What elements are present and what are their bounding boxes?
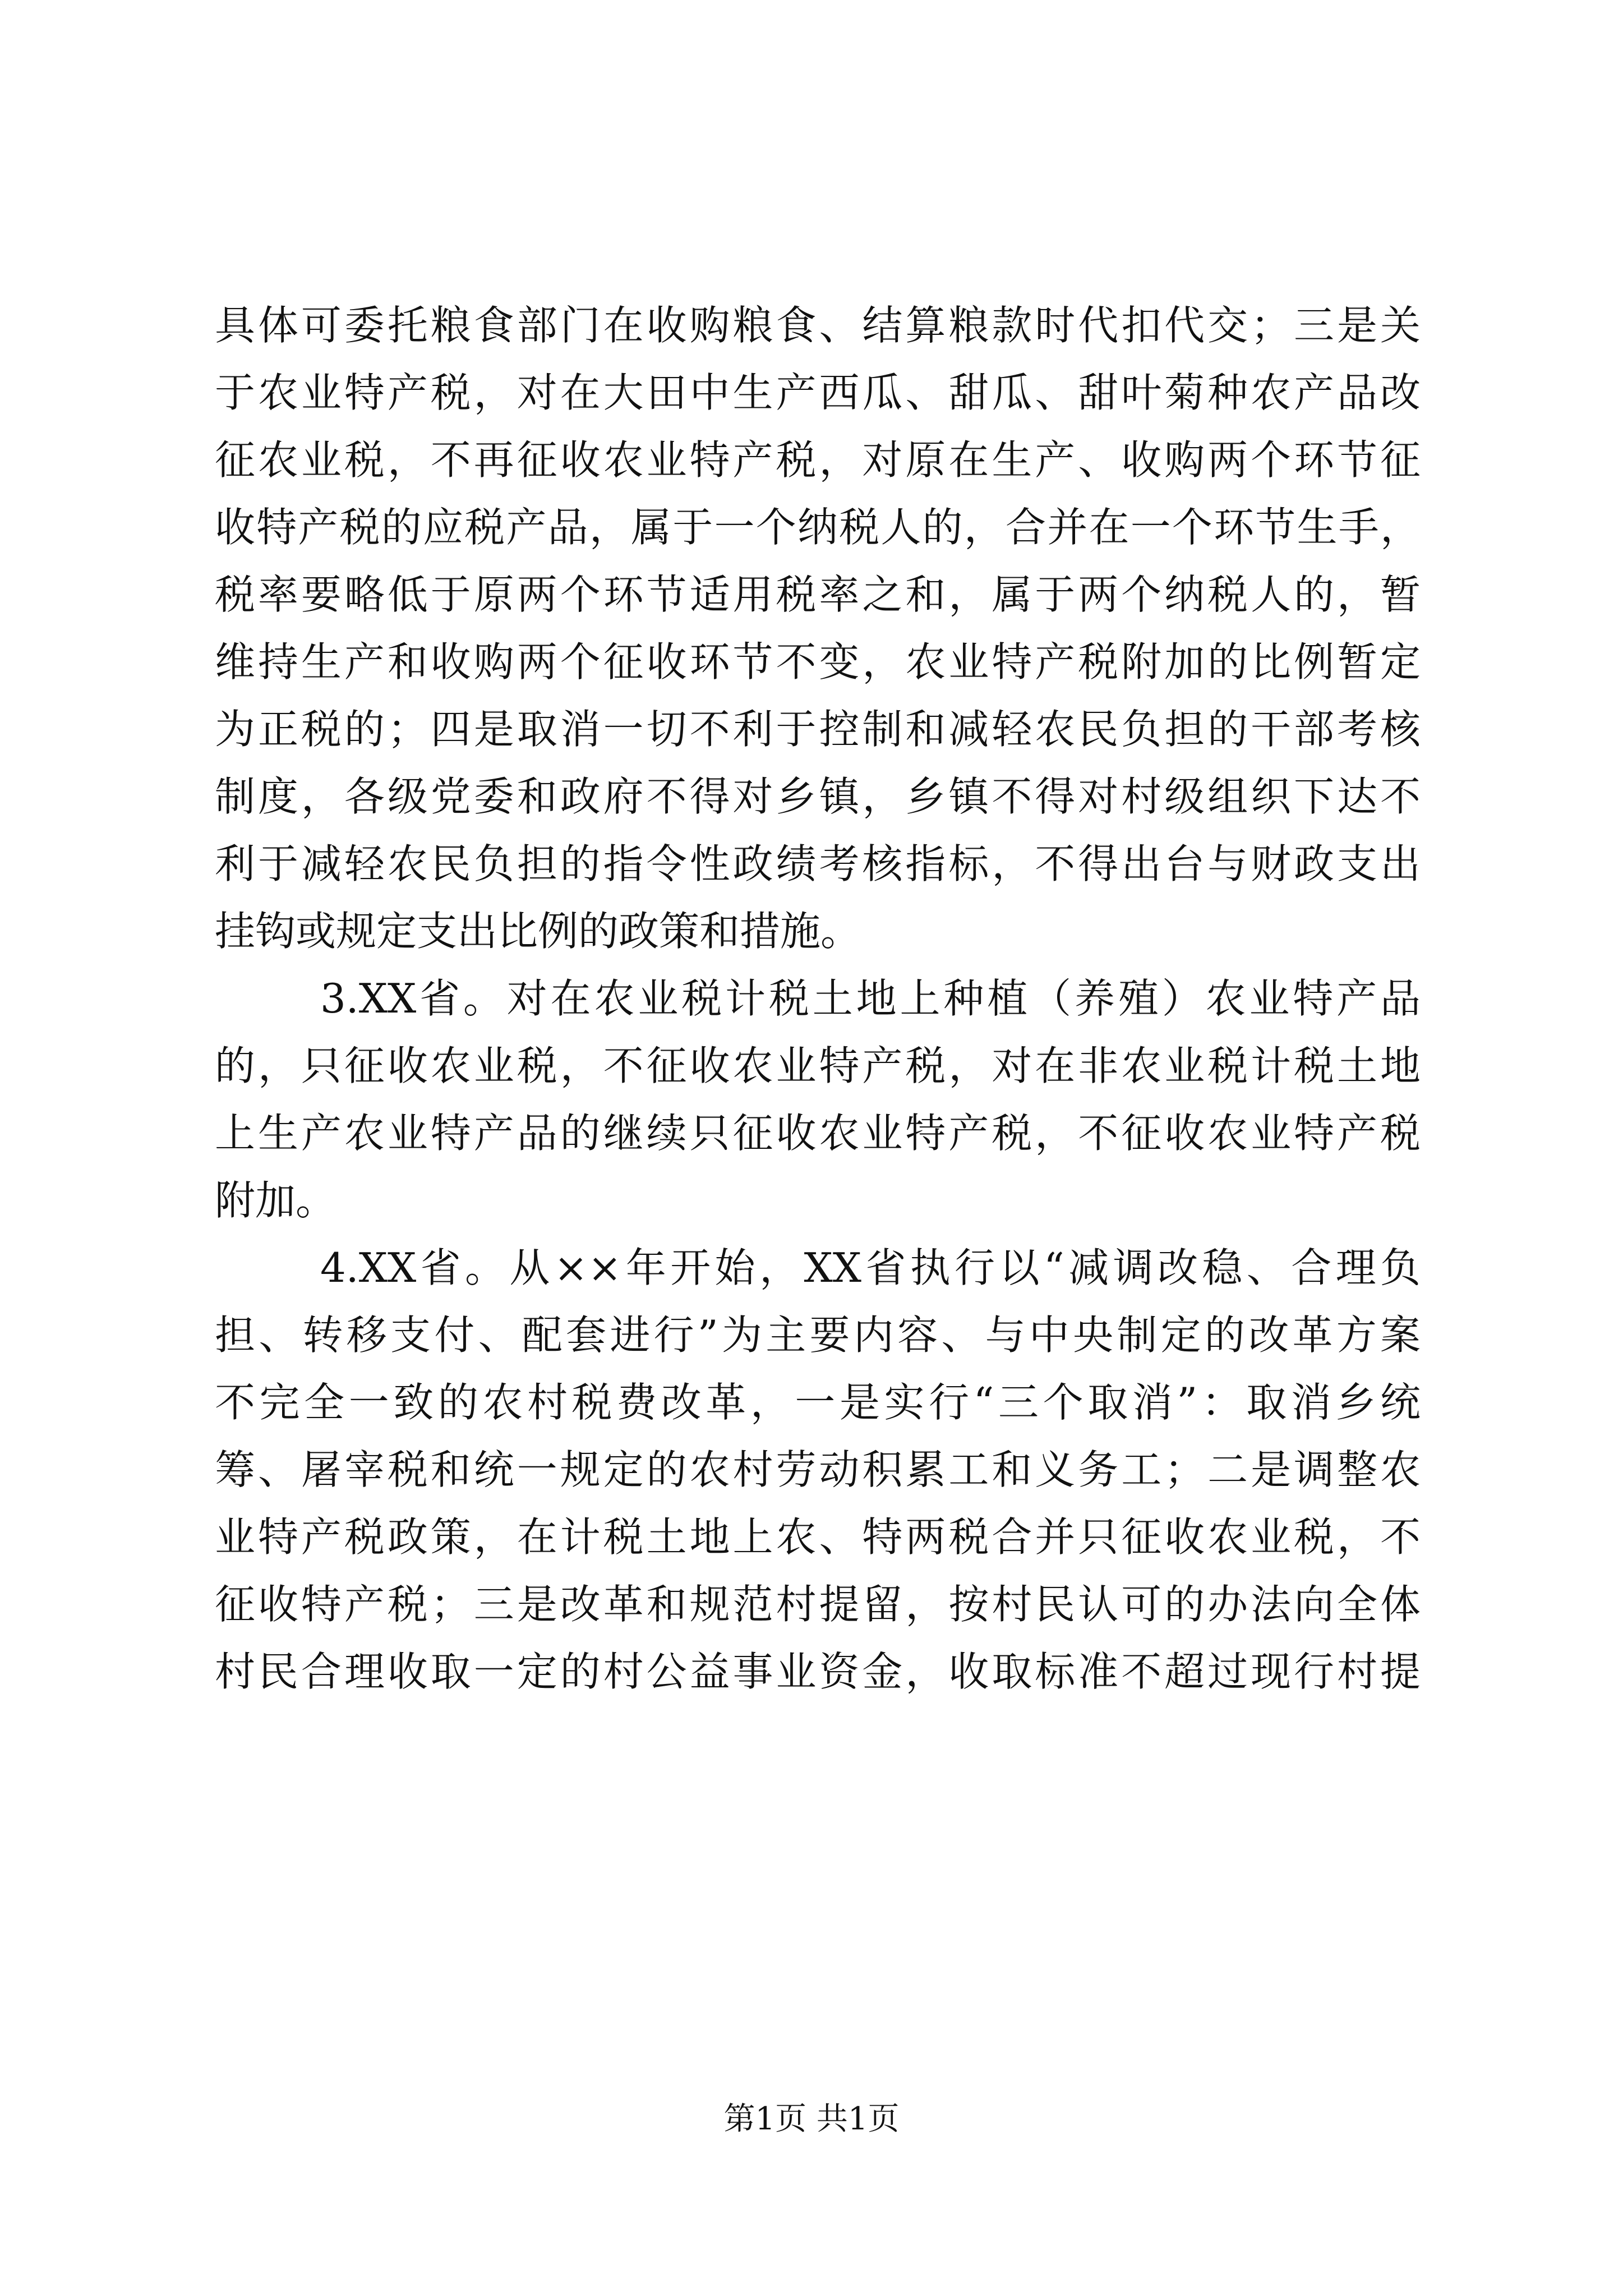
text-line: 挂钩或规定支出比例的政策和措施。 — [215, 908, 861, 955]
text-line: 为正税的；四是取消一切不利于控制和减轻农民负担的干部考核 — [215, 706, 1421, 753]
text-line: 不完全一致的农村税费改革，一是实行“三个取消”：取消乡统 — [215, 1379, 1421, 1426]
text-line: 担、转移支付、配套进行”为主要内容、与中央制定的改革方案 — [215, 1312, 1421, 1359]
text-line: 收特产税的应税产品，属于一个纳税人的，合并在一个环节生手， — [215, 504, 1421, 551]
text-line: 附加。 — [215, 1177, 336, 1224]
text-line: 维持生产和收购两个征收环节不变，农业特产税附加的比例暂定 — [215, 638, 1421, 685]
paragraph-first-line: 4.XX省。从××年开始，XX省执行以“减调改稳、合理负 — [320, 1244, 1421, 1291]
text-line: 税率要略低于原两个环节适用税率之和，属于两个纳税人的，暂 — [215, 571, 1421, 618]
text-line: 的，只征收农业税，不征收农业特产税，对在非农业税计税土地 — [215, 1042, 1421, 1089]
text-line: 制度，各级党委和政府不得对乡镇，乡镇不得对村级组织下达不 — [215, 773, 1421, 820]
text-line: 征农业税，不再征收农业特产税，对原在生产、收购两个环节征 — [215, 436, 1421, 484]
page-footer: 第1页 共1页 — [723, 2101, 900, 2137]
text-line: 具体可委托粮食部门在收购粮食、结算粮款时代扣代交；三是关 — [215, 302, 1421, 349]
text-line: 筹、屠宰税和统一规定的农村劳动积累工和义务工；二是调整农 — [215, 1446, 1421, 1493]
paragraph-first-line: 3.XX省。对在农业税计税土地上种植（养殖）农业特产品 — [320, 975, 1421, 1022]
text-line: 征收特产税；三是改革和规范村提留，按村民认可的办法向全体 — [215, 1581, 1421, 1628]
body-text — [215, 292, 1421, 1705]
text-line: 于农业特产税，对在大田中生产西瓜、甜瓜、甜叶菊种农产品改 — [215, 369, 1421, 416]
text-line: 上生产农业特产品的继续只征收农业特产税，不征收农业特产税 — [215, 1110, 1421, 1157]
text-line: 村民合理收取一定的村公益事业资金，收取标准不超过现行村提 — [215, 1648, 1421, 1695]
text-line: 利于减轻农民负担的指令性政绩考核指标，不得出台与财政支出 — [215, 840, 1421, 887]
text-line: 业特产税政策，在计税土地上农、特两税合并只征收农业税，不 — [215, 1513, 1421, 1561]
